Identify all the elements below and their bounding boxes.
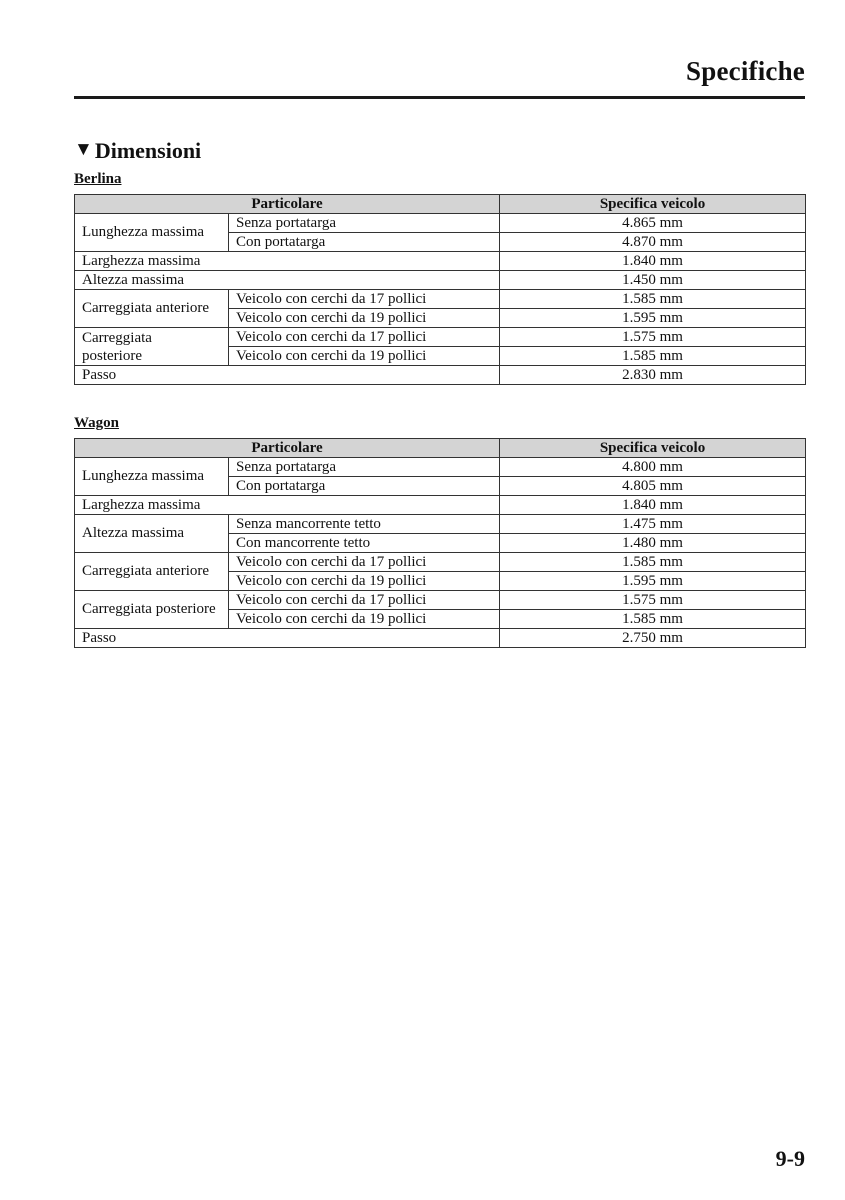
- table-row: [75, 496, 806, 515]
- row-label: [75, 328, 229, 366]
- row-sublabel: Con portatarga: [229, 477, 500, 496]
- section-title: [74, 138, 201, 164]
- table-row: [75, 214, 806, 233]
- page-number: 9-9: [775, 1146, 805, 1171]
- header-specifica: Specifica veicolo: [500, 195, 806, 214]
- subtitle-wagon: Wagon: [74, 415, 120, 431]
- row-sublabel: Veicolo con cerchi da 19 pollici: [229, 610, 500, 629]
- table-header-row: [75, 439, 806, 458]
- row-sublabel: Veicolo con cerchi da 17 pollici: [229, 553, 500, 572]
- table-row: [75, 271, 806, 290]
- row-label: Larghezza massima: [75, 252, 500, 271]
- row-label: Larghezza massima: [75, 496, 500, 515]
- row-label: Altezza massima: [75, 271, 500, 290]
- table-row: [75, 252, 806, 271]
- table-berlina: [74, 194, 806, 385]
- row-value: 1.840 mm: [500, 252, 806, 271]
- row-value: 1.595 mm: [500, 572, 806, 591]
- row-value: 1.585 mm: [500, 553, 806, 572]
- row-sublabel: Senza portatarga: [229, 214, 500, 233]
- row-value: 1.475 mm: [500, 515, 806, 534]
- table-row: [75, 553, 806, 572]
- page-title: Specifiche: [686, 56, 805, 86]
- row-sublabel: Veicolo con cerchi da 19 pollici: [229, 347, 500, 366]
- row-label: Lunghezza massima: [75, 214, 229, 252]
- triangle-down-icon: ▼: [74, 139, 93, 160]
- row-value: 4.865 mm: [500, 214, 806, 233]
- row-value: 1.585 mm: [500, 290, 806, 309]
- row-sublabel: Veicolo con cerchi da 19 pollici: [229, 572, 500, 591]
- table-row: [75, 629, 806, 648]
- row-value: 2.830 mm: [500, 366, 806, 385]
- table-row: [75, 366, 806, 385]
- row-label: Passo: [75, 366, 500, 385]
- row-label: Carreggiata anteriore: [75, 290, 229, 328]
- row-value: 1.585 mm: [500, 610, 806, 629]
- table-header-row: [75, 195, 806, 214]
- row-sublabel: Veicolo con cerchi da 17 pollici: [229, 591, 500, 610]
- row-value: 1.450 mm: [500, 271, 806, 290]
- row-label-line: Carreggiata: [82, 329, 152, 346]
- row-sublabel: Senza mancorrente tetto: [229, 515, 500, 534]
- subtitle-berlina: Berlina: [74, 171, 122, 187]
- header-specifica: Specifica veicolo: [500, 439, 806, 458]
- row-label: Carreggiata posteriore: [75, 591, 229, 629]
- table-row: [75, 458, 806, 477]
- row-value: 1.840 mm: [500, 496, 806, 515]
- section-title-text: Dimensioni: [94, 138, 202, 163]
- page-header: [74, 52, 805, 99]
- row-sublabel: Veicolo con cerchi da 17 pollici: [229, 290, 500, 309]
- row-label: Altezza massima: [75, 515, 229, 553]
- row-label-line: posteriore: [82, 347, 142, 364]
- row-value: 4.805 mm: [500, 477, 806, 496]
- table-row: [75, 515, 806, 534]
- row-sublabel: Veicolo con cerchi da 17 pollici: [229, 328, 500, 347]
- row-sublabel: Veicolo con cerchi da 19 pollici: [229, 309, 500, 328]
- row-label: Carreggiata anteriore: [75, 553, 229, 591]
- table-wagon: [74, 438, 806, 648]
- row-value: 1.585 mm: [500, 347, 806, 366]
- row-sublabel: Con portatarga: [229, 233, 500, 252]
- row-value: 1.595 mm: [500, 309, 806, 328]
- row-sublabel: Senza portatarga: [229, 458, 500, 477]
- row-value: 4.870 mm: [500, 233, 806, 252]
- table-row: [75, 591, 806, 610]
- row-value: 1.480 mm: [500, 534, 806, 553]
- row-sublabel: Con mancorrente tetto: [229, 534, 500, 553]
- table-row: [75, 290, 806, 309]
- row-label: Passo: [75, 629, 500, 648]
- row-value: 1.575 mm: [500, 591, 806, 610]
- row-value: 1.575 mm: [500, 328, 806, 347]
- row-value: 4.800 mm: [500, 458, 806, 477]
- header-particolare: Particolare: [75, 439, 500, 458]
- row-value: 2.750 mm: [500, 629, 806, 648]
- table-row: [75, 328, 806, 347]
- header-particolare: Particolare: [75, 195, 500, 214]
- row-label: Lunghezza massima: [75, 458, 229, 496]
